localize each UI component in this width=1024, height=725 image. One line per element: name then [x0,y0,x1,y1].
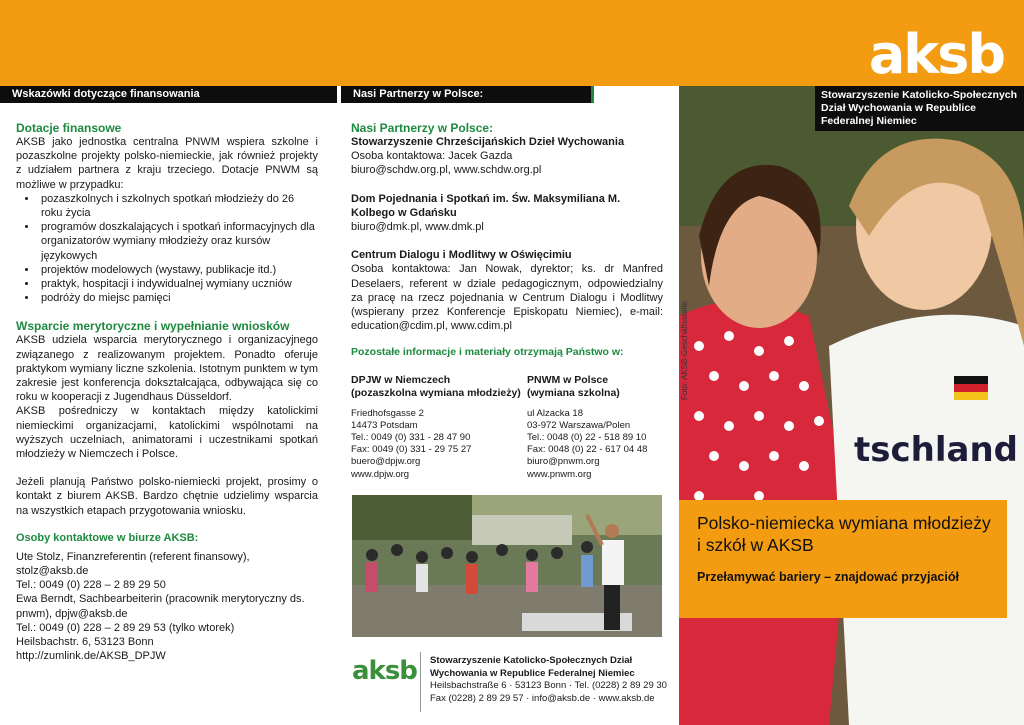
list-item: • praktyk, hospitacji i indywidualnej wymiany uczniów [38,277,318,291]
partner-web: biuro@dmk.pl, www.dmk.pl [351,221,484,234]
funding-column [16,121,318,664]
org-line: 14473 Potsdam [351,419,418,431]
support-text: AKSB pośredniczy w kontaktach między katolickimi niemieckimi organizacjami, katolickimi wspólnotami na wyższych uczelniach, animatorami i uczestnikami spotkań młodzieży w Niemczech i Polsce. [16,405,318,461]
organization-header: Stowarzyszenie Katolicko-Społecznych Dział Wychowania w Republice Federalnej Niemiec [815,86,1024,131]
support-title: Wsparcie merytoryczne i wypełnianie wniosków [16,319,290,334]
funding-list [16,192,318,306]
photo-credit: Foto: AKSB-Geschäftsstelle [680,301,689,400]
list-item: • programów doszkalających i spotkań informacyjnych dla organizatorów wymiany młodzieży oraz kursów językowych [38,220,318,263]
org-title: PNWM w Polsce [527,373,609,386]
shirt-text: tschland [854,430,1018,470]
funding-text: AKSB jako jednostka centralna PNWM wspiera szkolne i pozaszkolne projekty polsko-niemieckie, jak również projekty z udziałem partnera z kraju trzeciego. Dotacje PNWM są możliwe w przypadku: [16,136,318,191]
org-line: Fax: 0048 (0) 22 - 617 04 48 [527,444,648,456]
contacts-title: Osoby kontaktowe w biurze AKSB: [16,531,199,544]
list-item: • pozaszkolnych i szkolnych spotkań młodzieży do 26 roku życia [38,192,318,220]
cover-photo [679,86,1024,725]
list-item: • podróży do miejsc pamięci [38,291,318,305]
partners-header-bar: Nasi Partnerzy w Polsce: [341,86,591,103]
more-info-title: Pozostałe informacje i materiały otrzymają Państwo w: [351,346,624,359]
support-text: AKSB udziela wsparcia merytorycznego i organizacyjnego związanego z realizowanym projektem. Ponadto oferuje praktykom wymiany liczne szkolenia. Istotnym punktem w tym zakresie jest konferencja dokształcająca, odbywająca się co roku w kooperacji z Jugendhaus Düsseldorf. [16,334,318,404]
header-accent [591,86,594,103]
partner-text: Osoba kontaktowa: Jan Nowak, dyrektor; ks. dr Manfred Deselaers, referent w dziale pedagogicznym, odpowiedzialny za pracę na rzecz pojednania w Centrum Dialogu i Modlitwy (wspierany przez Konferencje Episkopatu Niemiec), e-mail: education@cdim.pl, www.cdim.pl [351,263,663,333]
footer-address [430,655,670,705]
aksb-logo: aksb [868,23,1004,86]
list-item: • projektów modelowych (wystawy, publikacje itd.) [38,263,318,277]
org-details [351,408,527,481]
info-orgs [351,374,663,481]
support-text: Jeżeli planują Państwo polsko-niemiecki projekt, prosimy o kontakt z biurem AKSB. Bardzo chętnie udzielimy wsparcia na wszystkich etapach przygotowania wniosku. [16,476,318,517]
org-line: Tel.: 0049 (0) 331 - 28 47 90 [351,432,471,444]
partner-name: Dom Pojednania i Spotkań im. Św. Maksymiliana M. Kolbego w Gdańsku [351,192,621,219]
org-pnwm [527,374,663,481]
partners-column [351,121,663,481]
cover-subtitle: Przełamywać bariery – znajdować przyjaciół [697,570,959,584]
org-line: biuro@pnwm.org [527,456,600,468]
partner-name: Centrum Dialogu i Modlitwy w Oświęcimiu [351,249,572,262]
funding-header-bar: Wskazówki dotyczące finansowania [0,86,337,103]
contact-line: Tel.: 0049 (0) 228 – 2 89 29 50 [16,579,166,592]
partner-contact: Osoba kontaktowa: Jacek Gazda [351,150,513,163]
org-line: buero@dpjw.org [351,456,421,468]
partner-web: biuro@schdw.org.pl, www.schdw.org.pl [351,164,542,177]
org-line: Friedhofsgasse 2 [351,407,424,419]
footer-contact-line: Fax (0228) 2 89 29 57 · info@aksb.de · www.aksb.de [430,692,655,704]
org-subtitle: (pozaszkolna wymiana młodzieży) [351,386,521,399]
org-dpjw [351,374,527,481]
org-line: Tel.: 0048 (0) 22 - 518 89 10 [527,432,647,444]
org-line: Fax: 0049 (0) 331 - 29 75 27 [351,444,472,456]
cover-title: Polsko-niemiecka wymiana młodzieży i szkół w AKSB [697,513,991,555]
dance-group-photo [352,495,662,637]
contact-line: Ewa Berndt, Sachbearbeiterin (pracownik merytoryczny ds. pnwm), dpjw@aksb.de [16,593,305,620]
dance-photo-illustration [352,495,662,637]
contact-line: http://zumlink.de/AKSB_DPJW [16,650,166,663]
org-title: DPJW w Niemczech [351,373,451,386]
contacts-block [16,550,318,664]
org-subtitle: (wymiana szkolna) [527,386,620,399]
partner-name: Stowarzyszenie Chrześcijańskich Dzieł Wychowania [351,136,625,148]
org-line: ul Alzacka 18 [527,407,583,419]
footer-divider [420,652,421,712]
contact-line: Ute Stolz, Finanzreferentin (referent finansowy), stolz@aksb.de [16,550,250,578]
org-line: 03-972 Warszawa/Polen [527,419,631,431]
cover-photo-illustration [679,86,1024,725]
contact-line: Heilsbachstr. 6, 53123 Bonn [16,636,154,649]
footer-aksb-logo: aksb [352,656,417,686]
footer-org-name: Stowarzyszenie Katolicko-Społecznych Dział Wychowania w Republice Federalnej Niemiec [430,655,635,679]
org-line: www.dpjw.org [351,468,410,480]
org-line: www.pnwm.org [527,468,592,480]
partners-title: Nasi Partnerzy w Polsce: [351,121,494,135]
footer-address-line: Heilsbachstraße 6 · 53123 Bonn · Tel. (0228) 2 89 29 30 [430,680,667,691]
contact-line: Tel.: 0049 (0) 228 – 2 89 29 53 (tylko wtorek) [16,621,235,634]
org-details [527,408,663,481]
funding-title: Dotacje finansowe [16,121,122,135]
